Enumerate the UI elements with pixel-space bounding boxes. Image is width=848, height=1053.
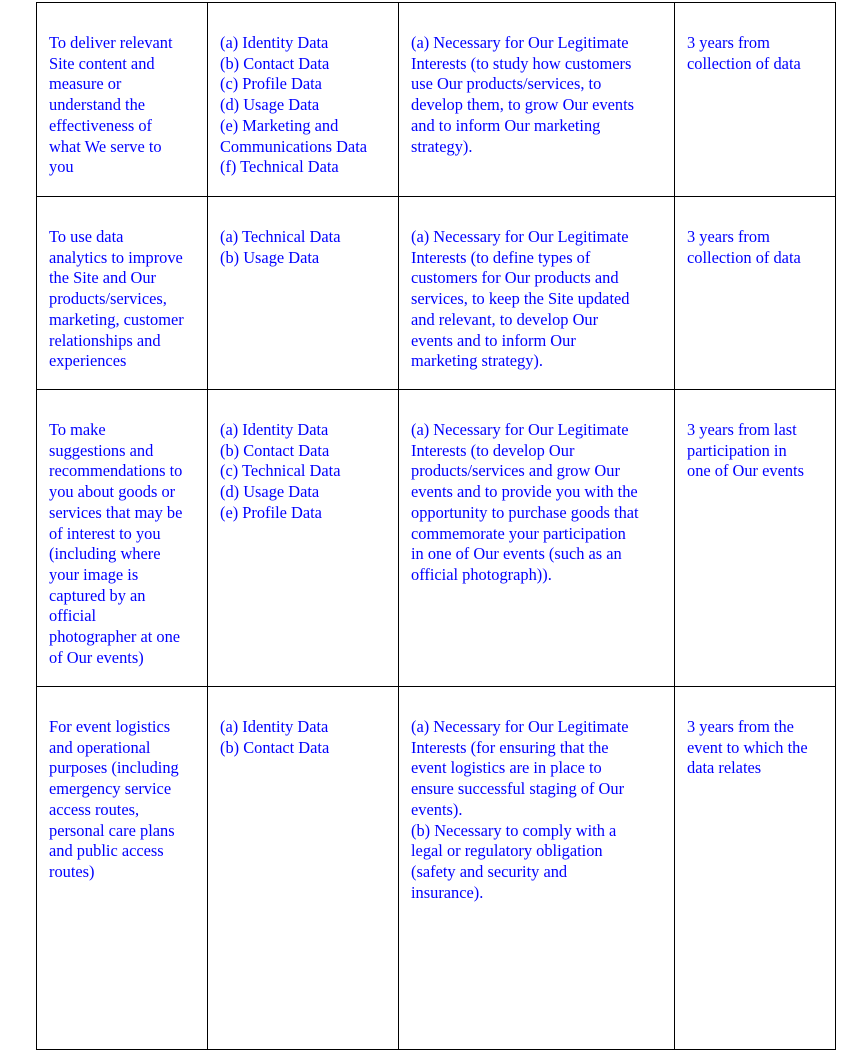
purpose-line: services that may be bbox=[49, 502, 183, 522]
lawful-basis-line: Interests (to define types of bbox=[411, 247, 591, 267]
data-types-cell bbox=[208, 3, 399, 197]
data-type-line: Communications Data bbox=[220, 136, 368, 156]
purpose-line: access routes, bbox=[49, 799, 140, 819]
retention-line: 3 years from last bbox=[687, 420, 797, 439]
purpose-line: what We serve to bbox=[49, 136, 162, 156]
retention-cell bbox=[675, 3, 836, 197]
purpose-line: relationships and bbox=[49, 330, 161, 350]
purpose-line: suggestions and bbox=[49, 440, 154, 460]
purpose-line: measure or bbox=[49, 74, 122, 94]
retention-line: collection of data bbox=[687, 247, 801, 267]
purpose-line: routes) bbox=[49, 861, 95, 881]
lawful-basis-line: opportunity to purchase goods that bbox=[411, 502, 639, 522]
data-type-line: (b) Contact Data bbox=[220, 737, 330, 757]
purpose-line: of Our events) bbox=[49, 647, 144, 667]
lawful-basis-cell bbox=[399, 3, 675, 197]
purpose-line: products/services, bbox=[49, 289, 167, 309]
lawful-basis-line: Interests (to study how customers bbox=[411, 53, 632, 73]
lawful-basis-line: in one of Our events (such as an bbox=[411, 544, 622, 564]
table-row bbox=[37, 197, 836, 390]
purpose-line: marketing, customer bbox=[49, 309, 184, 329]
purpose-line: To deliver relevant bbox=[49, 33, 173, 52]
data-type-line: (e) Marketing and bbox=[220, 115, 339, 135]
data-processing-table bbox=[36, 2, 836, 1050]
purpose-line: you about goods or bbox=[49, 482, 176, 502]
retention-line: 3 years from the bbox=[687, 717, 794, 736]
retention-line: collection of data bbox=[687, 53, 801, 73]
lawful-basis-line: (b) Necessary to comply with a bbox=[411, 820, 617, 840]
purpose-line: To use data bbox=[49, 227, 124, 246]
purpose-line: recommendations to bbox=[49, 461, 183, 481]
purpose-line: Site content and bbox=[49, 53, 155, 73]
lawful-basis-line: develop them, to grow Our events bbox=[411, 95, 635, 115]
retention-line: one of Our events bbox=[687, 461, 804, 481]
purpose-line: and operational bbox=[49, 737, 151, 757]
data-types-cell bbox=[208, 197, 399, 390]
purpose-line: experiences bbox=[49, 351, 127, 371]
purpose-line: of interest to you bbox=[49, 523, 161, 543]
purpose-line: and public access bbox=[49, 841, 164, 861]
purpose-cell bbox=[37, 197, 208, 390]
retention-cell bbox=[675, 687, 836, 1050]
purpose-line: purposes (including bbox=[49, 758, 179, 778]
retention-line: participation in bbox=[687, 440, 787, 460]
data-types-cell bbox=[208, 687, 399, 1050]
purpose-line: To make bbox=[49, 420, 106, 439]
purpose-line: captured by an bbox=[49, 585, 146, 605]
purpose-line: understand the bbox=[49, 95, 146, 115]
lawful-basis-line: commemorate your participation bbox=[411, 523, 626, 543]
lawful-basis-line: Interests (to develop Our bbox=[411, 440, 575, 460]
table-row bbox=[37, 390, 836, 687]
data-type-line: (a) Identity Data bbox=[220, 717, 329, 736]
data-type-line: (e) Profile Data bbox=[220, 502, 322, 522]
purpose-line: photographer at one bbox=[49, 627, 181, 647]
data-type-line: (b) Contact Data bbox=[220, 53, 330, 73]
retention-cell bbox=[675, 197, 836, 390]
lawful-basis-line: strategy). bbox=[411, 136, 473, 156]
purpose-line: analytics to improve bbox=[49, 247, 183, 267]
lawful-basis-line: events and to inform Our bbox=[411, 330, 576, 350]
purpose-cell bbox=[37, 3, 208, 197]
data-type-line: (a) Identity Data bbox=[220, 33, 329, 52]
purpose-line: official bbox=[49, 606, 97, 626]
purpose-cell bbox=[37, 390, 208, 687]
lawful-basis-line: marketing strategy). bbox=[411, 351, 543, 371]
retention-line: event to which the bbox=[687, 737, 808, 757]
data-type-line: (d) Usage Data bbox=[220, 95, 320, 115]
lawful-basis-line: insurance). bbox=[411, 882, 484, 902]
data-type-line: (f) Technical Data bbox=[220, 157, 339, 177]
data-type-line: (c) Technical Data bbox=[220, 461, 341, 481]
lawful-basis-line: and relevant, to develop Our bbox=[411, 309, 599, 329]
lawful-basis-line: (a) Necessary for Our Legitimate bbox=[411, 420, 629, 439]
lawful-basis-line: products/services and grow Our bbox=[411, 461, 620, 481]
lawful-basis-line: ensure successful staging of Our bbox=[411, 779, 625, 799]
purpose-line: For event logistics bbox=[49, 717, 171, 736]
purpose-line: personal care plans bbox=[49, 820, 175, 840]
data-type-line: (a) Technical Data bbox=[220, 227, 341, 246]
lawful-basis-line: events and to provide you with the bbox=[411, 482, 638, 502]
purpose-line: you bbox=[49, 157, 74, 177]
lawful-basis-line: legal or regulatory obligation bbox=[411, 841, 603, 861]
purpose-line: emergency service bbox=[49, 779, 172, 799]
data-type-line: (b) Contact Data bbox=[220, 440, 330, 460]
lawful-basis-line: event logistics are in place to bbox=[411, 758, 602, 778]
purpose-line: your image is bbox=[49, 564, 139, 584]
lawful-basis-line: (safety and security and bbox=[411, 861, 568, 881]
table-row bbox=[37, 3, 836, 197]
purpose-line: (including where bbox=[49, 544, 161, 564]
data-type-line: (a) Identity Data bbox=[220, 420, 329, 439]
table-row bbox=[37, 687, 836, 1050]
lawful-basis-line: (a) Necessary for Our Legitimate bbox=[411, 33, 629, 52]
retention-line: 3 years from bbox=[687, 227, 770, 246]
lawful-basis-line: events). bbox=[411, 799, 463, 819]
lawful-basis-line: Interests (for ensuring that the bbox=[411, 737, 609, 757]
data-type-line: (c) Profile Data bbox=[220, 74, 322, 94]
lawful-basis-line: (a) Necessary for Our Legitimate bbox=[411, 227, 629, 246]
data-type-line: (b) Usage Data bbox=[220, 247, 320, 267]
lawful-basis-line: services, to keep the Site updated bbox=[411, 289, 630, 309]
lawful-basis-cell bbox=[399, 390, 675, 687]
data-types-cell bbox=[208, 390, 399, 687]
table-body bbox=[37, 3, 836, 1050]
retention-line: data relates bbox=[687, 758, 762, 778]
purpose-line: effectiveness of bbox=[49, 115, 153, 135]
lawful-basis-line: customers for Our products and bbox=[411, 268, 619, 288]
lawful-basis-cell bbox=[399, 197, 675, 390]
lawful-basis-line: official photograph)). bbox=[411, 564, 552, 584]
lawful-basis-line: (a) Necessary for Our Legitimate bbox=[411, 717, 629, 736]
data-type-line: (d) Usage Data bbox=[220, 482, 320, 502]
lawful-basis-line: and to inform Our marketing bbox=[411, 115, 601, 135]
retention-cell bbox=[675, 390, 836, 687]
lawful-basis-line: use Our products/services, to bbox=[411, 74, 602, 94]
purpose-cell bbox=[37, 687, 208, 1050]
retention-line: 3 years from bbox=[687, 33, 770, 52]
lawful-basis-cell bbox=[399, 687, 675, 1050]
purpose-line: the Site and Our bbox=[49, 268, 156, 288]
